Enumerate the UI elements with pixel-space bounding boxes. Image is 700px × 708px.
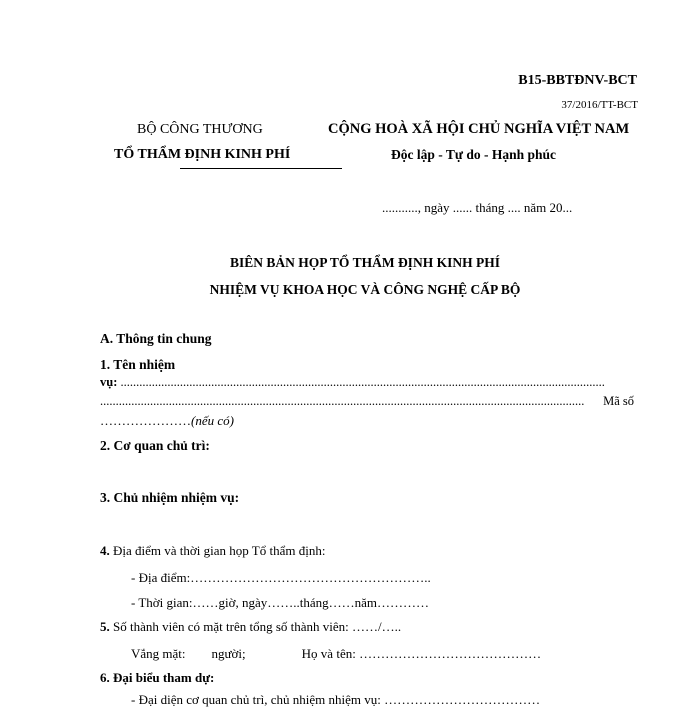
item6-text: Đại biểu tham dự: — [109, 670, 215, 685]
item4-heading — [100, 543, 325, 559]
ministry-name: BỘ CÔNG THƯƠNG — [137, 122, 263, 137]
document-title: BIÊN BẢN HỌP TỔ THẨM ĐỊNH KINH PHÍ — [230, 255, 500, 270]
national-motto: Độc lập - Tự do - Hạnh phúc — [391, 147, 557, 162]
form-code: B15-BBTĐNV-BCT — [518, 73, 637, 88]
item1-label: 1. Tên nhiệm — [100, 357, 176, 372]
item5-absent-row — [131, 646, 541, 662]
section-a-heading: A. Thông tin chung — [100, 331, 212, 346]
item1-code-label: Mã số — [603, 394, 634, 408]
item6-next-line: - Đại diện cơ quan chủ trì, chủ nhiệm nhiệm vụ: ……………………………… — [131, 692, 541, 707]
item1-name-dots: ........................................................................................................................................................... — [120, 375, 605, 389]
item3-lead: 3. Chủ nhiệm nhiệm vụ: — [100, 490, 240, 505]
item5-heading — [100, 619, 401, 635]
document-subtitle: NHIỆM VỤ KHOA HỌC VÀ CÔNG NGHỆ CẤP BỘ — [209, 282, 521, 297]
country-name: CỘNG HOÀ XÃ HỘI CHỦ NGHĨA VIỆT NAM — [328, 121, 630, 137]
item5-text: Số thành viên có mặt trên tổng số thành viên: ……/….. — [109, 619, 402, 634]
item4-place: - Địa điểm:……………………………………………….. — [131, 570, 431, 585]
item6-heading — [100, 670, 214, 686]
item5-people-label: người; — [211, 646, 246, 661]
item1-cont-label: vụ: — [100, 375, 118, 389]
item1-optional-note: (nếu có) — [191, 413, 234, 428]
item5-absent-label: Vắng mặt: — [131, 646, 186, 661]
item2-host-agency: 2. Cơ quan chủ trì: — [100, 438, 210, 453]
item1-code-row-2 — [100, 413, 234, 429]
item4-time: - Thời gian:……giờ, ngày……..tháng……năm………… — [131, 595, 430, 610]
item5-number: 5. — [100, 619, 110, 634]
council-underline — [180, 168, 342, 169]
date-line: ..........., ngày ...... tháng .... năm 20... — [382, 200, 573, 215]
item5-name-label: Họ và tên: …………………………………… — [301, 646, 542, 661]
item4-number: 4. — [100, 543, 110, 558]
circular-number: 37/2016/TT-BCT — [561, 99, 638, 111]
item4-text: Địa điểm và thời gian họp Tổ thẩm định: — [109, 543, 326, 558]
council-name: TỔ THẨM ĐỊNH KINH PHÍ — [114, 147, 291, 162]
item1-name-dots-2: ........................................................................................................................................................... — [100, 394, 585, 408]
item1-code-row — [100, 394, 634, 409]
item6-number: 6. — [100, 670, 110, 685]
item1-code-dots: ………………… — [100, 413, 191, 428]
item1-name-row — [100, 375, 634, 390]
